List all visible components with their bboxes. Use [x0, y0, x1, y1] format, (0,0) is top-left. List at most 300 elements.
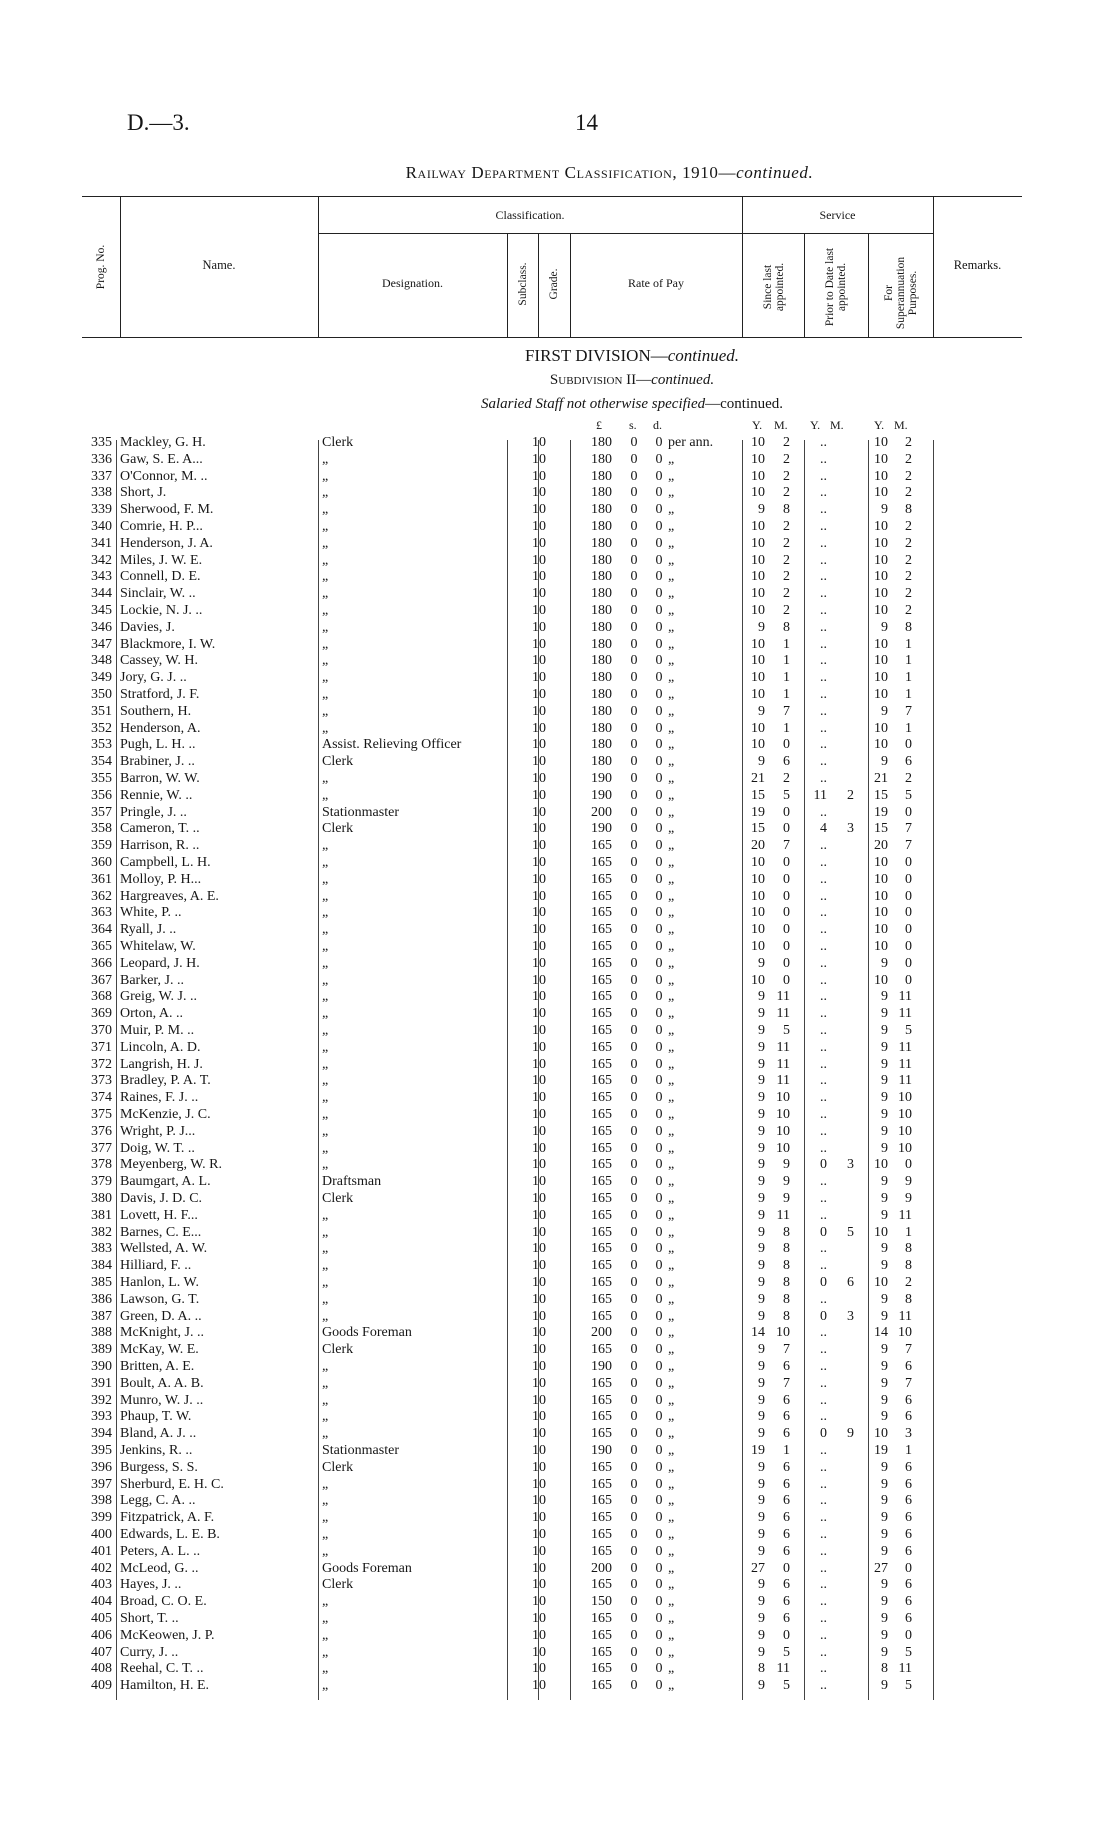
super-years: 10	[874, 737, 888, 753]
staff-continued: —continued.	[705, 396, 784, 412]
super-months: 5	[905, 1644, 912, 1660]
super-months: 10	[898, 1140, 912, 1156]
prog-number: 402	[91, 1560, 112, 1576]
pay-shillings: 0	[630, 687, 638, 702]
grade: 10	[532, 1140, 546, 1156]
grade: 10	[532, 1123, 546, 1139]
since-months: 10	[776, 1325, 790, 1341]
super-months: 11	[898, 1661, 912, 1677]
subdivision-continued: continued.	[651, 372, 715, 388]
pay-shillings: 0	[630, 1123, 638, 1139]
prog-number: 357	[91, 804, 112, 820]
designation: „	[322, 1006, 329, 1022]
pay-shillings: 0	[630, 1359, 638, 1374]
since-months: 10	[776, 1090, 790, 1106]
pay-period: „	[668, 905, 675, 921]
prior-years: ..	[820, 1627, 827, 1643]
grade: 10	[532, 1056, 546, 1072]
prior-months: 3	[847, 1157, 854, 1173]
since-months: 8	[783, 1275, 790, 1290]
prior-years: 4	[820, 821, 827, 837]
pay-pounds: 165	[591, 1476, 612, 1492]
pay-shillings: 0	[630, 1224, 638, 1240]
table-row	[0, 1477, 1114, 1494]
prog-number: 409	[91, 1678, 112, 1694]
prior-years: ..	[820, 737, 827, 753]
designation: „	[322, 603, 329, 618]
table-row	[0, 1107, 1114, 1124]
pay-pounds: 165	[591, 871, 612, 887]
table-row	[0, 1409, 1114, 1426]
super-years: 9	[881, 989, 888, 1005]
prog-number: 335	[91, 435, 112, 450]
staff-name: Wellsted, A. W.	[120, 1241, 208, 1257]
super-months: 11	[898, 1056, 912, 1072]
pay-shillings: 0	[630, 569, 638, 585]
pay-shillings: 0	[630, 535, 638, 551]
table-row	[0, 519, 1114, 536]
pay-pounds: 165	[591, 1224, 612, 1240]
grade: 10	[532, 1409, 546, 1425]
super-months: 0	[905, 1627, 912, 1643]
since-years: 9	[758, 1577, 765, 1593]
staff-name: Pringle, J. ..	[120, 804, 187, 820]
designation: „	[322, 468, 329, 484]
designation: „	[322, 905, 329, 921]
prior-months: 9	[847, 1426, 854, 1442]
since-years: 9	[758, 1409, 765, 1425]
grade: 10	[532, 1342, 546, 1358]
staff-name: Hamilton, H. E.	[120, 1678, 210, 1694]
pay-pence: 0	[655, 905, 663, 921]
prog-number: 376	[91, 1123, 112, 1139]
since-years: 9	[758, 1291, 765, 1307]
prog-number: 371	[91, 1039, 112, 1055]
super-years: 9	[881, 1392, 888, 1408]
super-months: 11	[898, 1207, 912, 1223]
prior-years: ..	[820, 1342, 827, 1358]
since-months: 0	[783, 804, 790, 820]
designation: „	[322, 1543, 329, 1559]
since-years: 9	[758, 1594, 765, 1610]
pay-shillings: 0	[630, 989, 638, 1005]
pay-shillings: 0	[630, 787, 638, 803]
pay-period: „	[668, 720, 675, 736]
since-months: 2	[783, 603, 790, 618]
prog-number: 358	[91, 821, 112, 837]
designation: „	[322, 1392, 329, 1408]
prog-number: 355	[91, 771, 112, 786]
grade: 10	[532, 1006, 546, 1022]
since-years: 9	[758, 1073, 765, 1089]
since-months: 7	[783, 838, 790, 854]
staff-name: Barker, J. ..	[120, 972, 184, 988]
since-months: 6	[783, 1493, 790, 1509]
since-years: 9	[758, 1123, 765, 1139]
staff-name: Bradley, P. A. T.	[120, 1073, 211, 1089]
designation: „	[322, 670, 329, 686]
pay-pounds: 165	[591, 1073, 612, 1089]
since-months: 0	[783, 1560, 790, 1576]
prog-number: 391	[91, 1375, 112, 1391]
pay-pence: 0	[655, 1493, 663, 1509]
super-years: 10	[874, 905, 888, 921]
table-row	[0, 1628, 1114, 1645]
table-row	[0, 905, 1114, 922]
super-years: 9	[881, 1678, 888, 1694]
prior-months: 3	[847, 821, 854, 837]
pay-pounds: 180	[591, 653, 612, 669]
table-row	[0, 1527, 1114, 1544]
pay-shillings: 0	[630, 1056, 638, 1072]
since-months: 1	[783, 720, 790, 736]
since-years: 9	[758, 1426, 765, 1442]
since-years: 9	[758, 1140, 765, 1156]
pay-period: „	[668, 603, 675, 618]
since-years: 9	[758, 1090, 765, 1106]
super-months: 2	[905, 485, 912, 501]
pay-pence: 0	[655, 771, 663, 786]
designation: „	[322, 1359, 329, 1374]
super-years: 9	[881, 1291, 888, 1307]
header-since-last: Since last appointed.	[762, 262, 786, 312]
grade: 10	[532, 838, 546, 854]
pay-pence: 0	[655, 1140, 663, 1156]
staff-name: Leopard, J. H.	[120, 955, 200, 971]
grade: 10	[532, 1543, 546, 1559]
prior-years: ..	[820, 636, 827, 652]
prior-years: ..	[820, 586, 827, 602]
designation: Draftsman	[322, 1174, 382, 1190]
prior-years: ..	[820, 972, 827, 988]
prior-years: ..	[820, 905, 827, 921]
pay-shillings: 0	[630, 1107, 638, 1122]
designation: „	[322, 552, 329, 568]
super-years: 10	[874, 451, 888, 467]
pay-pounds: 165	[591, 1140, 612, 1156]
unit-since-months: M.	[774, 418, 788, 432]
since-months: 2	[783, 435, 790, 450]
pay-period: „	[668, 552, 675, 568]
table-row	[0, 1325, 1114, 1342]
super-years: 9	[881, 619, 888, 635]
table-row	[0, 939, 1114, 956]
prior-months: 6	[847, 1275, 854, 1290]
super-years: 20	[874, 838, 888, 854]
since-years: 9	[758, 1627, 765, 1643]
super-months: 2	[905, 586, 912, 602]
designation: Clerk	[322, 1577, 354, 1593]
grade: 10	[532, 1224, 546, 1240]
since-months: 5	[783, 1644, 790, 1660]
pay-pounds: 165	[591, 1039, 612, 1055]
table-row	[0, 536, 1114, 553]
pay-shillings: 0	[630, 1392, 638, 1408]
super-years: 10	[874, 1224, 888, 1240]
pay-pence: 0	[655, 720, 663, 736]
prior-years: ..	[820, 1661, 827, 1677]
grade: 10	[532, 855, 546, 870]
header-remarks: Remarks.	[953, 258, 1002, 272]
pay-pence: 0	[655, 1157, 663, 1173]
table-row	[0, 1208, 1114, 1225]
super-months: 0	[905, 804, 912, 820]
since-months: 0	[783, 939, 790, 954]
since-years: 9	[758, 1157, 765, 1173]
staff-name: Sherburd, E. H. C.	[120, 1476, 224, 1492]
grade: 10	[532, 1073, 546, 1089]
pay-shillings: 0	[630, 1291, 638, 1307]
pay-shillings: 0	[630, 1375, 638, 1391]
designation: „	[322, 838, 329, 854]
staff-name: Lockie, N. J. ..	[120, 603, 203, 618]
pay-shillings: 0	[630, 1443, 638, 1458]
pay-period: „	[668, 1224, 675, 1240]
super-years: 10	[874, 1426, 888, 1442]
designation: „	[322, 888, 329, 904]
since-years: 10	[751, 888, 765, 904]
grade: 10	[532, 771, 546, 786]
super-years: 14	[874, 1325, 888, 1341]
pay-period: „	[668, 485, 675, 501]
pay-pence: 0	[655, 939, 663, 954]
table-row	[0, 754, 1114, 771]
super-years: 9	[881, 1594, 888, 1610]
prog-number: 407	[91, 1644, 112, 1660]
pay-shillings: 0	[630, 619, 638, 635]
prog-number: 361	[91, 871, 112, 887]
division-continued: continued.	[667, 346, 740, 365]
since-years: 19	[751, 1443, 765, 1458]
prior-years: ..	[820, 1107, 827, 1122]
since-months: 6	[783, 1611, 790, 1626]
pay-pounds: 180	[591, 535, 612, 551]
designation: „	[322, 1107, 329, 1122]
table-row	[0, 687, 1114, 704]
pay-period: „	[668, 821, 675, 837]
designation: Clerk	[322, 754, 354, 770]
table-row	[0, 1124, 1114, 1141]
prior-years: ..	[820, 1678, 827, 1694]
prior-years: ..	[820, 569, 827, 585]
staff-name: McLeod, G. ..	[120, 1560, 199, 1576]
prior-years: ..	[820, 519, 827, 534]
grade: 10	[532, 804, 546, 820]
prog-number: 363	[91, 905, 112, 921]
prior-years: ..	[820, 1325, 827, 1341]
pay-shillings: 0	[630, 552, 638, 568]
since-years: 9	[758, 1342, 765, 1358]
pay-pounds: 165	[591, 1023, 612, 1038]
grade: 10	[532, 821, 546, 837]
super-years: 9	[881, 1023, 888, 1038]
pay-pounds: 190	[591, 821, 612, 837]
since-months: 2	[783, 586, 790, 602]
super-months: 10	[898, 1325, 912, 1341]
pay-period: „	[668, 1443, 675, 1458]
prog-number: 349	[91, 670, 112, 686]
pay-pounds: 165	[591, 1409, 612, 1425]
prog-number: 342	[91, 552, 112, 568]
prior-years: ..	[820, 1543, 827, 1559]
table-row	[0, 603, 1114, 620]
since-months: 6	[783, 1594, 790, 1610]
super-years: 10	[874, 670, 888, 686]
header-service: Service	[819, 208, 856, 222]
pay-pence: 0	[655, 1023, 663, 1038]
pay-pence: 0	[655, 1174, 663, 1190]
pay-pence: 0	[655, 754, 663, 770]
pay-shillings: 0	[630, 1191, 638, 1206]
pay-pounds: 165	[591, 1090, 612, 1106]
super-months: 1	[905, 720, 912, 736]
pay-pounds: 180	[591, 687, 612, 702]
staff-name: Barnes, C. E...	[120, 1224, 202, 1240]
staff-name: Cassey, W. H.	[120, 653, 199, 669]
pay-shillings: 0	[630, 737, 638, 753]
prog-number: 354	[91, 754, 112, 770]
since-years: 9	[758, 1644, 765, 1660]
grade: 10	[532, 502, 546, 518]
since-months: 2	[783, 485, 790, 501]
pay-pence: 0	[655, 855, 663, 870]
pay-period: „	[668, 1459, 675, 1475]
super-months: 0	[905, 871, 912, 887]
super-months: 1	[905, 670, 912, 686]
staff-label: Salaried Staff not otherwise specified	[480, 396, 706, 412]
super-months: 9	[905, 1191, 912, 1206]
table-row	[0, 569, 1114, 586]
super-years: 9	[881, 1090, 888, 1106]
since-months: 5	[783, 787, 790, 803]
pay-shillings: 0	[630, 1543, 638, 1559]
pay-shillings: 0	[630, 1140, 638, 1156]
pay-pounds: 180	[591, 720, 612, 736]
since-months: 6	[783, 1409, 790, 1425]
pay-pounds: 180	[591, 502, 612, 518]
pay-period: „	[668, 1191, 675, 1206]
page-number: 14	[575, 110, 598, 135]
since-months: 7	[783, 703, 790, 719]
pay-pence: 0	[655, 1392, 663, 1408]
prior-years: ..	[820, 670, 827, 686]
prog-number: 345	[91, 603, 112, 618]
since-months: 1	[783, 653, 790, 669]
pay-pounds: 180	[591, 451, 612, 467]
pay-period: „	[668, 1510, 675, 1526]
pay-pounds: 165	[591, 1056, 612, 1072]
prog-number: 343	[91, 569, 112, 585]
pay-pence: 0	[655, 989, 663, 1005]
pay-period: „	[668, 1661, 675, 1677]
staff-name: Cameron, T. ..	[120, 821, 200, 837]
since-years: 9	[758, 1459, 765, 1475]
staff-name: Blackmore, I. W.	[120, 636, 216, 652]
since-months: 8	[783, 1308, 790, 1324]
table-row	[0, 922, 1114, 939]
prog-number: 368	[91, 989, 112, 1005]
since-years: 10	[751, 653, 765, 669]
prior-years: ..	[820, 535, 827, 551]
pay-pounds: 165	[591, 1006, 612, 1022]
since-months: 11	[776, 1661, 790, 1677]
pay-pounds: 190	[591, 1359, 612, 1374]
prog-number: 372	[91, 1056, 112, 1072]
since-months: 11	[776, 1207, 790, 1223]
pay-pounds: 165	[591, 888, 612, 904]
pay-period: „	[668, 855, 675, 870]
pay-pounds: 165	[591, 1207, 612, 1223]
staff-name: Pugh, L. H. ..	[120, 737, 196, 753]
prior-years: ..	[820, 922, 827, 938]
table-row	[0, 838, 1114, 855]
staff-name: Barron, W. W.	[120, 771, 200, 786]
pay-pence: 0	[655, 1342, 663, 1358]
super-years: 27	[874, 1560, 888, 1576]
pay-shillings: 0	[630, 1459, 638, 1475]
super-years: 10	[874, 535, 888, 551]
designation: „	[322, 720, 329, 736]
pay-shillings: 0	[630, 939, 638, 954]
super-years: 9	[881, 1039, 888, 1055]
since-months: 8	[783, 1241, 790, 1257]
table-row	[0, 855, 1114, 872]
pay-pounds: 165	[591, 1174, 612, 1190]
since-years: 10	[751, 451, 765, 467]
super-months: 0	[905, 972, 912, 988]
pay-pounds: 180	[591, 586, 612, 602]
table-row	[0, 653, 1114, 670]
designation: „	[322, 586, 329, 602]
pay-pounds: 165	[591, 1123, 612, 1139]
pay-pence: 0	[655, 1006, 663, 1022]
staff-heading	[0, 396, 1114, 413]
prog-number: 346	[91, 619, 112, 635]
pay-pence: 0	[655, 1123, 663, 1139]
grade: 10	[532, 1560, 546, 1576]
super-months: 0	[905, 939, 912, 954]
super-years: 9	[881, 1191, 888, 1206]
super-years: 9	[881, 1375, 888, 1391]
super-years: 10	[874, 653, 888, 669]
pay-period: „	[668, 1039, 675, 1055]
pay-pounds: 180	[591, 468, 612, 484]
pay-period: „	[668, 1678, 675, 1694]
table-row	[0, 1493, 1114, 1510]
prog-number: 408	[91, 1661, 112, 1677]
since-months: 7	[783, 1375, 790, 1391]
pay-pence: 0	[655, 485, 663, 501]
prog-number: 390	[91, 1359, 112, 1374]
pay-shillings: 0	[630, 603, 638, 618]
since-years: 15	[751, 821, 765, 837]
since-years: 10	[751, 670, 765, 686]
super-years: 10	[874, 586, 888, 602]
super-years: 9	[881, 1241, 888, 1257]
pay-pence: 0	[655, 1207, 663, 1223]
pay-pence: 0	[655, 703, 663, 719]
designation: „	[322, 922, 329, 938]
prior-years: ..	[820, 1459, 827, 1475]
pay-shillings: 0	[630, 1073, 638, 1089]
pay-pence: 0	[655, 435, 663, 450]
staff-name: Brabiner, J. ..	[120, 754, 195, 770]
unit-pound: £	[596, 418, 602, 432]
prog-number: 359	[91, 838, 112, 854]
pay-pounds: 165	[591, 1426, 612, 1442]
pay-period: „	[668, 636, 675, 652]
designation: „	[322, 535, 329, 551]
